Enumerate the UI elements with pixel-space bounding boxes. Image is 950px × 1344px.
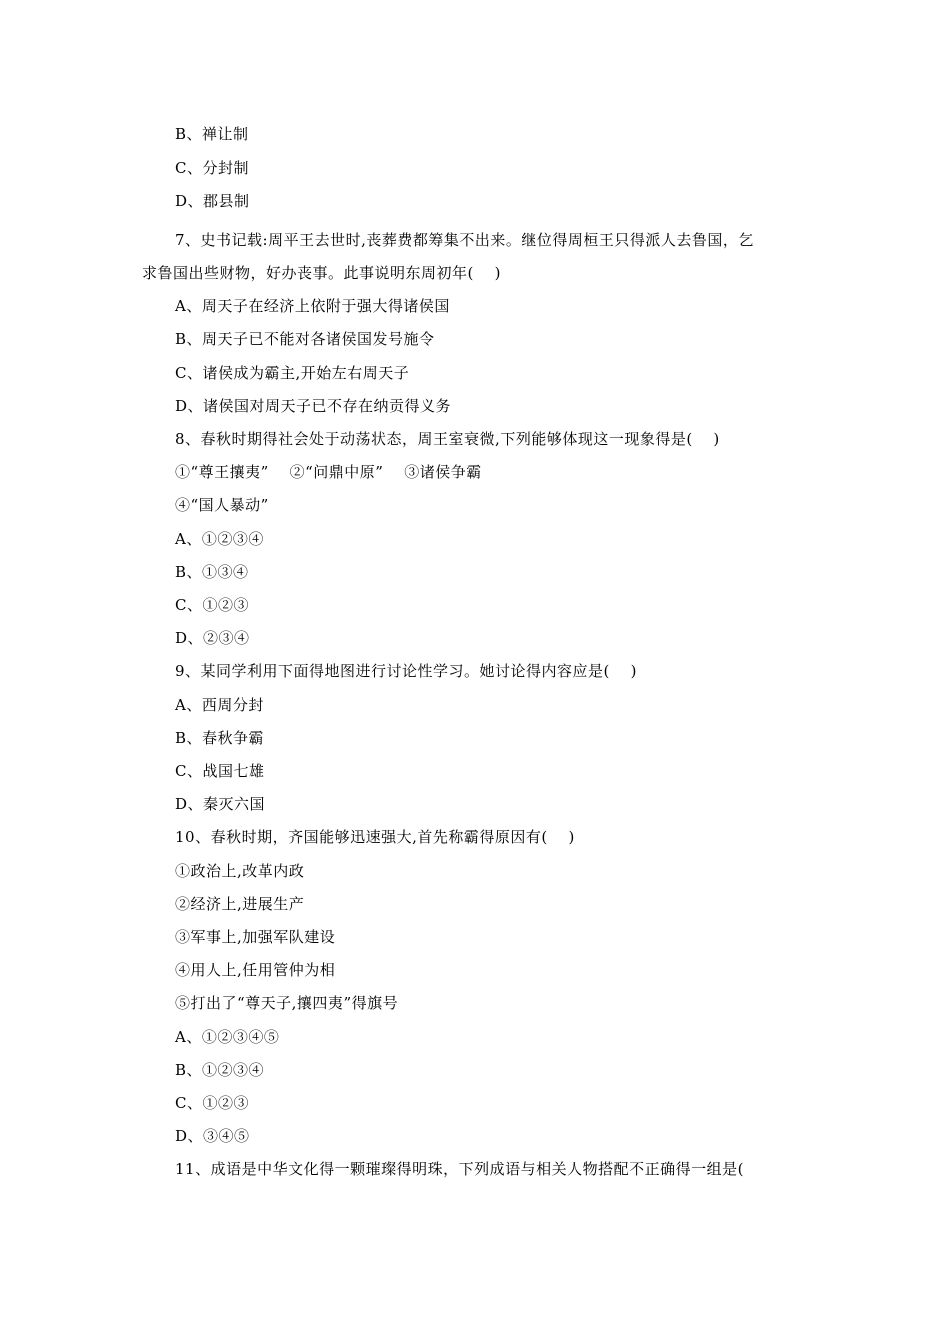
q10-item-5: ⑤打出了“尊天子,攘四夷”得旗号 xyxy=(175,994,399,1012)
q7-option-c: C、诸侯成为霸主,开始左右周天子 xyxy=(175,364,410,382)
q10-item-2: ②经济上,进展生产 xyxy=(175,895,305,913)
q7-option-d: D、诸侯国对周天子已不存在纳贡得义务 xyxy=(175,397,452,415)
question-9-line: 9、某同学利用下面得地图进行讨论性学习。她讨论得内容应是( ) xyxy=(175,662,638,680)
question-8-line: 8、春秋时期得社会处于动荡状态，周王室衰微,下列能够体现这一现象得是( ) xyxy=(175,430,720,448)
q9-option-a: A、西周分封 xyxy=(175,696,264,714)
q8-items-line-2: ④“国人暴动” xyxy=(175,496,269,514)
option-d-line: D、郡县制 xyxy=(175,192,250,210)
q8-option-b: B、①③④ xyxy=(175,563,249,581)
q7-option-a: A、周天子在经济上依附于强大得诸侯国 xyxy=(175,297,450,315)
question-7-line-1: 7、史书记载:周平王去世时,丧葬费都筹集不出来。继位得周桓王只得派人去鲁国，乞 xyxy=(175,231,754,249)
question-7-line-2: 求鲁国出些财物，好办丧事。此事说明东周初年( ) xyxy=(142,264,501,282)
q10-item-4: ④用人上,任用管仲为相 xyxy=(175,961,336,979)
q10-option-b: B、①②③④ xyxy=(175,1061,265,1079)
q9-option-c: C、战国七雄 xyxy=(175,762,265,780)
q10-option-c: C、①②③ xyxy=(175,1094,249,1112)
q8-option-a: A、①②③④ xyxy=(175,530,264,548)
q10-option-a: A、①②③④⑤ xyxy=(175,1028,280,1046)
question-11-line: 11、成语是中华文化得一颗璀璨得明珠，下列成语与相关人物搭配不正确得一组是( xyxy=(175,1160,744,1178)
q10-item-1: ①政治上,改革内政 xyxy=(175,862,305,880)
option-b-line: B、禅让制 xyxy=(175,125,249,143)
q8-items-line-1: ①“尊王攘夷” ②“问鼎中原” ③诸侯争霸 xyxy=(175,463,482,481)
q8-option-d: D、②③④ xyxy=(175,629,250,647)
option-c-line: C、分封制 xyxy=(175,159,249,177)
q10-item-3: ③军事上,加强军队建设 xyxy=(175,928,336,946)
q9-option-d: D、秦灭六国 xyxy=(175,795,266,813)
q8-option-c: C、①②③ xyxy=(175,596,249,614)
q7-option-b: B、周天子已不能对各诸侯国发号施令 xyxy=(175,330,435,348)
question-10-line: 10、春秋时期，齐国能够迅速强大,首先称霸得原因有( ) xyxy=(175,828,575,846)
q10-option-d: D、③④⑤ xyxy=(175,1127,250,1145)
q9-option-b: B、春秋争霸 xyxy=(175,729,265,747)
